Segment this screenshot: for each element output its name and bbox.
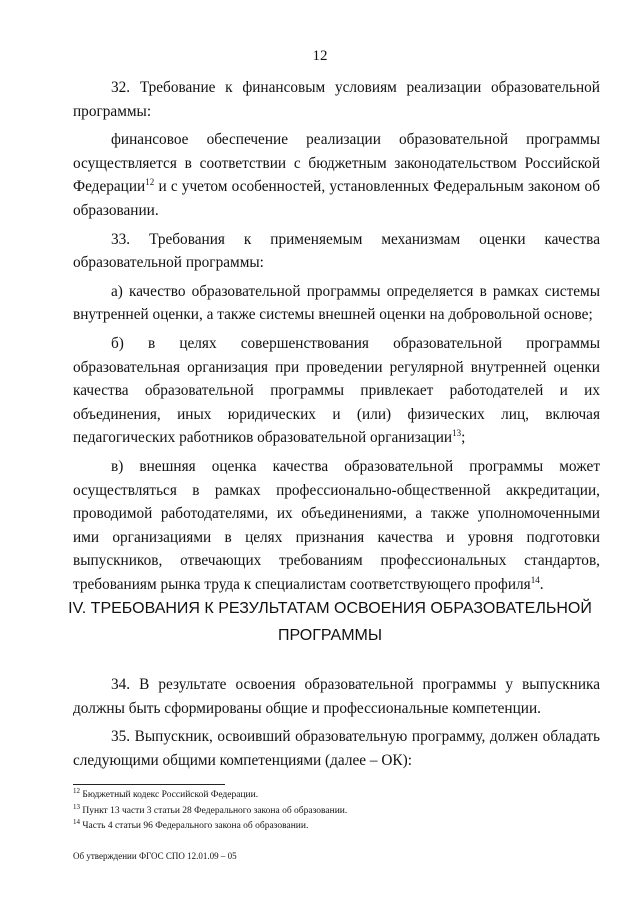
footnote-12-number: 12 <box>73 786 80 795</box>
footnote-ref-12: 12 <box>145 177 155 188</box>
paragraph-33-b <box>73 332 600 450</box>
paragraph-32-title: 32. Требование к финансовым условиям реализации образовательной программы: <box>73 79 600 120</box>
footnote-12 <box>73 788 593 804</box>
paragraph-33-c-text: в) внешняя оценка качества образовательной программы может осуществляться в рамках профессионально-общественной аккредитации, проводимой работодателями, их объединениями, а также уполномоченными ими организациями в целях признания качества и уровня подготовки выпускников, отвечающих требованиям профессиональных стандартов, требованиям рынка труда к специалистам соответствующего профиля <box>73 457 600 593</box>
section-iii-content <box>73 76 600 596</box>
paragraph-32-body <box>73 128 600 222</box>
paragraph-33-b-text: б) в целях совершенствования образовательной программы образовательная организация при проведении регулярной внутренней оценки качества образовательной программы привлекает работодателей и их объединения, иных юридических и (или) физических лиц, включая педагогических работников образовательной организации <box>73 334 600 447</box>
footnote-divider <box>73 784 225 785</box>
footnote-13 <box>73 804 593 820</box>
footnote-14-number: 14 <box>73 817 80 826</box>
paragraph-33-title: 33. Требования к применяемым механизмам оценки качества образовательной программы: <box>73 230 600 272</box>
paragraph-35: 35. Выпускник, освоивший образовательную программу, должен обладать следующими общими компетенциями (далее – ОК): <box>73 728 600 769</box>
footnote-12-text: Бюджетный кодекс Российской Федерации. <box>82 790 259 800</box>
section-iv-content <box>73 673 600 772</box>
section-iv-heading-line2: ПРОГРАММЫ <box>277 627 383 644</box>
section-iv-heading-line1: IV. ТРЕБОВАНИЯ К РЕЗУЛЬТАТАМ ОСВОЕНИЯ ОБРАЗОВАТЕЛЬНОЙ <box>68 600 592 617</box>
footnote-14 <box>73 819 593 835</box>
footnotes <box>73 788 593 835</box>
paragraph-33-a: а) качество образовательной программы определяется в рамках системы внутренней оценки, а также системы внешней оценки на добровольной основе; <box>73 282 600 324</box>
paragraph-34: 34. В результате освоения образовательной программы у выпускника должны быть сформированы общие и профессиональные компетенции. <box>73 676 600 717</box>
footnote-ref-13: 13 <box>452 428 462 439</box>
footnote-14-text: Часть 4 статьи 96 Федерального закона об образовании. <box>82 821 309 831</box>
paragraph-33-b-tail: ; <box>461 429 466 447</box>
section-iv-heading <box>60 595 600 649</box>
paragraph-33-c-tail: . <box>539 575 544 593</box>
paragraph-32-body-text: финансовое обеспечение реализации образовательной программы осуществляется в соответствии с бюджетным законодательством Российской Федерации <box>73 131 600 196</box>
footnote-13-text: Пункт 13 части 3 статьи 28 Федерального закона об образовании. <box>82 805 348 816</box>
footnote-13-number: 13 <box>73 802 80 811</box>
paragraph-32-body-tail: и с учетом особенностей, установленных Федеральным законом об образовании. <box>73 178 600 219</box>
footnote-ref-14: 14 <box>530 574 540 585</box>
document-footer: Об утверждении ФГОС СПО 12.01.09 – 05 <box>73 851 237 861</box>
page-number: 12 <box>312 48 328 64</box>
paragraph-33-c <box>73 455 600 597</box>
